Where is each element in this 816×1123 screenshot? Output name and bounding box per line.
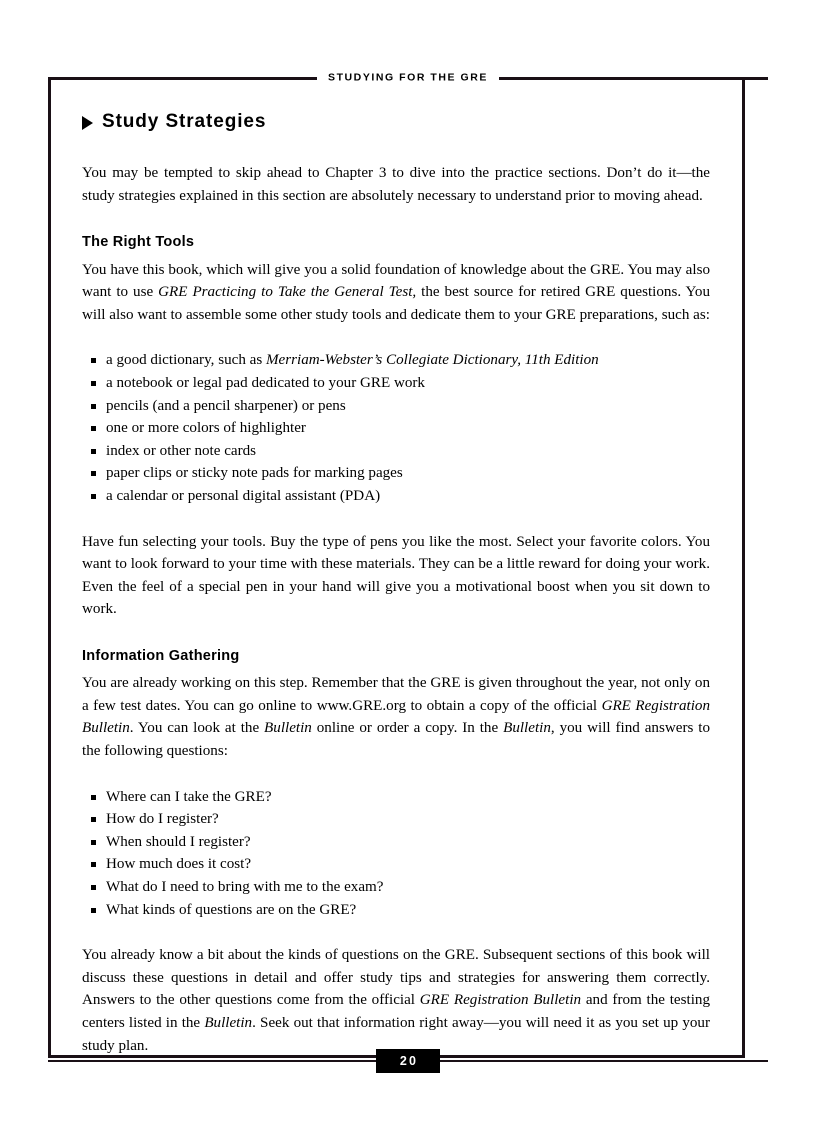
bulletin-title-4: GRE Registration Bulletin — [419, 992, 582, 1009]
list-item-text: one or more colors of highlighter — [106, 420, 306, 437]
closing-text-part-2: and from the testing centers listed in the — [82, 992, 710, 1031]
running-head-rule-right — [499, 77, 768, 80]
list-item-text: When should I register? — [106, 833, 251, 850]
list-item-text: Where can I take the GRE? — [106, 788, 272, 805]
section-spacer-1 — [82, 207, 710, 234]
bulletin-title-2: Bulletin — [264, 720, 312, 737]
list-spacer-2-bottom — [82, 921, 710, 944]
list-item-text: How do I register? — [106, 811, 219, 828]
list-item — [91, 349, 710, 372]
list-item-text: What kinds of questions are on the GRE? — [106, 901, 357, 918]
list-item — [91, 395, 710, 418]
square-bullet-icon — [91, 381, 96, 386]
section-lead-paragraph-right-tools — [82, 259, 710, 327]
list-item — [91, 372, 710, 395]
square-bullet-icon — [91, 885, 96, 890]
page-footer — [48, 1050, 768, 1072]
section-closing-paragraph-right-tools: Have fun selecting your tools. Buy the type of pens you like the most. Select your favorite colors. You want to look forward to your time with these materials. They can be a little reward for doing your work. Even the feel of a special pen in your hand will give you a motivational boost when you sit down to work. — [82, 533, 710, 618]
bulletin-title-3: Bulletin — [503, 720, 551, 737]
list-spacer-1-bottom — [82, 508, 710, 531]
list-item-text: What do I need to bring with me to the exam? — [106, 879, 384, 896]
bulletin-title-5: Bulletin — [204, 1015, 253, 1031]
list-item-text: index or other note cards — [106, 442, 257, 459]
lead-text-part-2: the best source for retired GRE questions. You will also want to assemble some other study tools and dedicate them to your GRE preparations, such as: — [82, 284, 710, 323]
section-spacer-2 — [82, 621, 710, 648]
square-bullet-icon — [91, 358, 96, 363]
list-item-text: a notebook or legal pad dedicated to your GRE work — [106, 374, 425, 391]
list-item — [91, 808, 710, 831]
book-title-practicing: GRE Practicing to Take the General Test, — [158, 284, 417, 301]
lead-text-part-4: , you will find answers to the following questions: — [82, 720, 710, 760]
square-bullet-icon — [91, 795, 96, 800]
square-bullet-icon — [91, 426, 96, 431]
running-head — [48, 70, 768, 86]
list-item — [91, 417, 710, 440]
section-heading-information-gathering: Information Gathering — [82, 647, 240, 664]
list-item-text: pencils (and a pencil sharpener) or pens — [106, 397, 346, 414]
list-item-text: How much does it cost? — [106, 856, 252, 873]
lead-text-part-1: You have this book, which will give you a solid foundation of knowledge about the GRE. You may also want to use — [82, 261, 710, 301]
list-item-text: paper clips or sticky note pads for marking pages — [106, 465, 403, 482]
closing-text-part-3: . Seek out that information right away—you will need it as you set up your study plan. — [82, 1015, 710, 1054]
square-bullet-icon — [91, 494, 96, 499]
list-item — [91, 440, 710, 463]
intro-paragraph: You may be tempted to skip ahead to Chapter 3 to dive into the practice sections. Don’t do it—the study strategies explained in this section are absolutely necessary to understand prior to moving ahead. — [82, 165, 710, 204]
list-item — [91, 831, 710, 854]
bulletin-title-1: GRE Registration Bulletin — [82, 697, 710, 737]
list-item-text: a good dictionary, such as — [106, 352, 266, 369]
list-item-text: a calendar or personal digital assistant (PDA) — [106, 487, 381, 504]
triangle-right-icon — [82, 116, 93, 130]
section-closing-paragraph-information-gathering — [82, 944, 710, 1057]
page-title-label: Study Strategies — [102, 111, 267, 132]
page-content — [82, 112, 710, 1057]
lead-text-part-2: . You can look at the — [129, 720, 265, 737]
square-bullet-icon — [91, 471, 96, 476]
lead-text-part-1: You are already working on this step. Remember that the GRE is given throughout the year, not only on a few test dates. You can go online to www.GRE.org to obtain a copy of the official — [82, 675, 710, 714]
running-head-rule-left — [48, 77, 317, 80]
square-bullet-icon — [91, 404, 96, 409]
running-head-title: STUDYING FOR THE GRE — [317, 72, 499, 83]
lead-text-part-3: online or order a copy. In the — [311, 720, 504, 737]
list-item — [91, 899, 710, 922]
list-item — [91, 786, 710, 809]
square-bullet-icon — [91, 862, 96, 867]
page-title — [82, 112, 710, 131]
page-number-badge: 20 — [376, 1049, 440, 1074]
square-bullet-icon — [91, 840, 96, 845]
square-bullet-icon — [91, 449, 96, 454]
square-bullet-icon — [91, 908, 96, 913]
tools-list — [82, 349, 710, 507]
square-bullet-icon — [91, 817, 96, 822]
list-item — [91, 853, 710, 876]
closing-text-part-1: You already know a bit about the kinds of questions on the GRE. Subsequent sections of this book will discuss these questions in detail and offer study tips and strategies for answering them correctly. Answers to the other questions come from the official — [82, 947, 710, 1009]
section-heading-right-tools: The Right Tools — [82, 234, 195, 251]
list-item-italic: Merriam-Webster’s Collegiate Dictionary, 11th Edition — [265, 352, 599, 369]
questions-list — [82, 786, 710, 922]
list-item — [91, 876, 710, 899]
section-lead-paragraph-information-gathering — [82, 672, 710, 762]
list-item — [91, 485, 710, 508]
list-spacer-2-top — [82, 763, 710, 786]
list-item — [91, 462, 710, 485]
list-spacer-1-top — [82, 326, 710, 349]
